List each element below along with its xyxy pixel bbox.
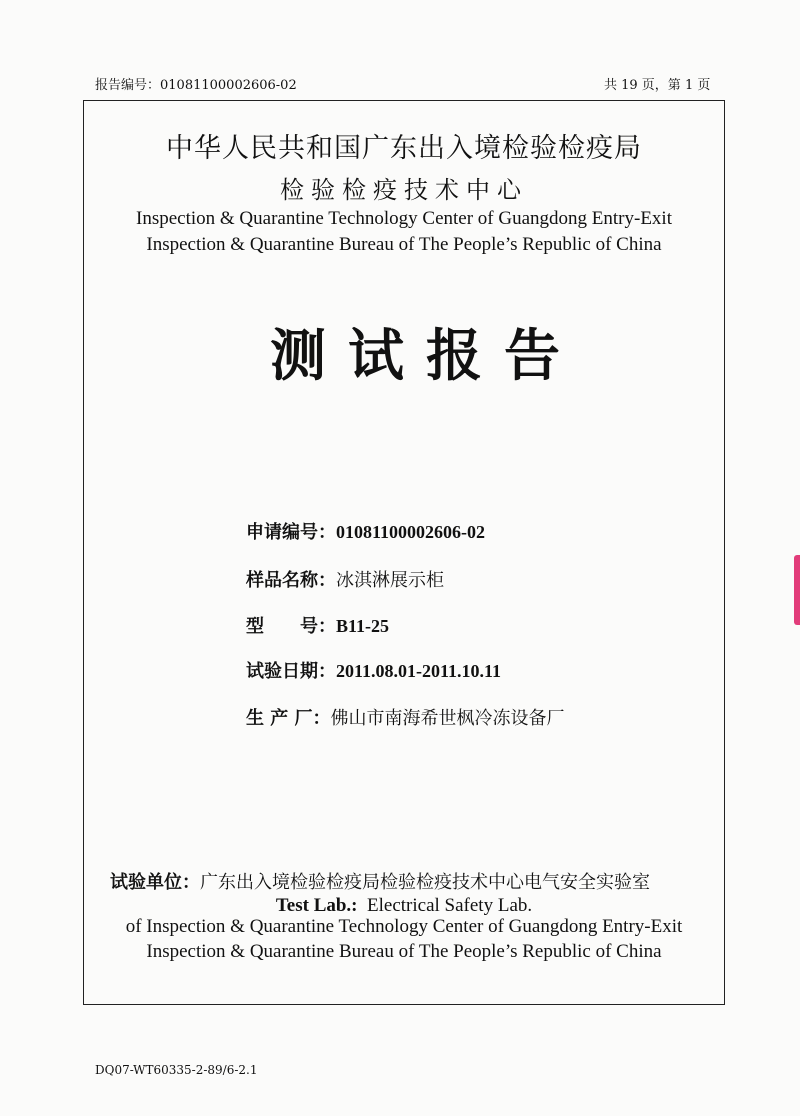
field-value: 佛山市南海希世枫冷冻设备厂 xyxy=(330,708,565,729)
document-title: 测试报告 xyxy=(270,323,582,389)
test-lab-en-line3: Inspection & Quarantine Bureau of The People’s Republic of China xyxy=(146,941,662,962)
field-label: 试验日期： xyxy=(246,661,336,682)
page-count: 共 19 页，第 1 页 xyxy=(604,78,711,93)
field-value: 冰淇淋展示柜 xyxy=(336,570,444,591)
field-label: 生 产 厂： xyxy=(246,708,331,729)
field-application-no xyxy=(246,518,485,544)
field-label: 型 号： xyxy=(246,616,336,637)
organization-name-cn: 中华人民共和国广东出入境检验检疫局 xyxy=(166,133,642,164)
field-value: 2011.08.01-2011.10.11 xyxy=(336,661,502,681)
field-value: B11-25 xyxy=(336,616,390,636)
field-label: 样品名称： xyxy=(246,570,336,591)
test-lab-value-en: Electrical Safety Lab. xyxy=(367,895,533,916)
field-test-date xyxy=(246,657,501,683)
test-lab-en-line2: of Inspection & Quarantine Technology Center of Guangdong Entry-Exit xyxy=(125,916,683,937)
organization-name-en-line1: Inspection & Quarantine Technology Center of Guangdong Entry-Exit xyxy=(136,208,672,229)
field-label: 申请编号： xyxy=(246,522,336,543)
field-model xyxy=(246,612,389,638)
test-lab-label-cn: 试验单位： xyxy=(110,872,200,893)
center-name-cn: 检验检疫技术中心 xyxy=(280,176,528,204)
field-manufacturer xyxy=(246,704,565,730)
field-sample-name xyxy=(246,566,444,592)
test-lab-cn xyxy=(110,868,650,894)
test-lab-label-en: Test Lab.: xyxy=(275,895,358,916)
organization-name-en-line2: Inspection & Quarantine Bureau of The People’s Republic of China xyxy=(146,234,662,255)
field-value: 01081100002606-02 xyxy=(336,522,486,542)
report-number-header: 报告编号：01081100002606-02 xyxy=(95,78,297,93)
test-lab-value-cn: 广东出入境检验检疫局检验检疫技术中心电气安全实验室 xyxy=(200,872,650,893)
test-lab-en-line1 xyxy=(83,895,725,917)
edge-mark xyxy=(794,555,800,625)
form-code: DQ07-WT60335-2-89/6-2.1 xyxy=(95,1063,258,1077)
